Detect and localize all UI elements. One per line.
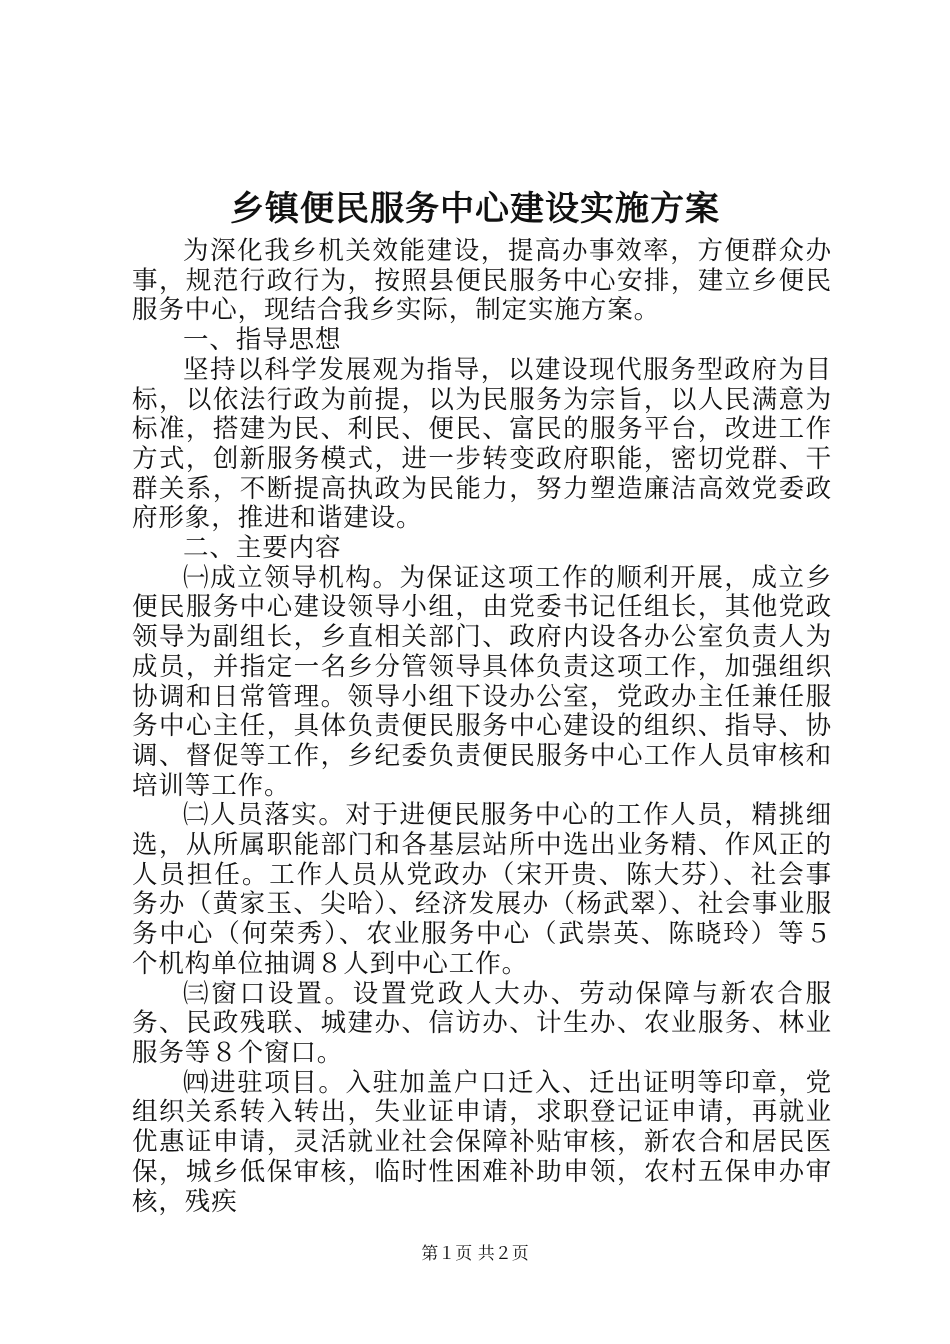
projects-paragraph: ㈣进驻项目。入驻加盖户口迁入、迁出证明等印章，党组织关系转入转出，失业证申请，求职登记证申请，再就业优惠证申请，灵活就业社会保障补贴审核，新农合和居民医保，城乡低保审核，临时性困难补助申领，农村五保申办审核，残疾 xyxy=(132,1067,832,1217)
leadership-paragraph: ㈠成立领导机构。为保证这项工作的顺利开展，成立乡便民服务中心建设领导小组，由党委书记任组长，其他党政领导为副组长，乡直相关部门、政府内设各办公室负责人为成员，并指定一名乡分管领导具体负责这项工作，加强组织协调和日常管理。领导小组下设办公室，党政办主任兼任服务中心主任，具体负责便民服务中心建设的组织、指导、协调、督促等工作，乡纪委负责便民服务中心工作人员审核和培训等工作。 xyxy=(132,562,832,801)
section-heading-guiding-ideology: 一、指导思想 xyxy=(183,325,342,356)
document-body xyxy=(132,237,832,1217)
window-setup-paragraph: ㈢窗口设置。设置党政人大办、劳动保障与新农合服务、民政残联、城建办、信访办、计生办、农业服务、林业服务等８个窗口。 xyxy=(132,978,832,1068)
document-title: 乡镇便民服务中心建设实施方案 xyxy=(230,189,720,229)
page-footer: 第１页 共２页 xyxy=(421,1244,529,1264)
intro-paragraph: 为深化我乡机关效能建设，提高办事效率，方便群众办事，规范行政行为，按照县便民服务中心安排，建立乡便民服务中心，现结合我乡实际，制定实施方案。 xyxy=(132,236,832,326)
personnel-paragraph: ㈡人员落实。对于进便民服务中心的工作人员，精挑细选，从所属职能部门和各基层站所中选出业务精、作风正的人员担任。工作人员从党政办（宋开贵、陈大芬）、社会事务办（黄家玉、尖哈）、经济发展办（杨武翠）、社会事业服务中心（何荣秀）、农业服务中心（武崇英、陈晓玲）等５个机构单位抽调８人到中心工作。 xyxy=(132,800,832,979)
section-heading-main-content: 二、主要内容 xyxy=(183,533,342,564)
guiding-ideology-paragraph: 坚持以科学发展观为指导，以建设现代服务型政府为目标，以依法行政为前提，以为民服务为宗旨，以人民满意为标准，搭建为民、利民、便民、富民的服务平台，改进工作方式，创新服务模式，进一步转变政府职能，密切党群、干群关系，不断提高执政为民能力，努力塑造廉洁高效党委政府形象，推进和谐建设。 xyxy=(132,354,832,534)
